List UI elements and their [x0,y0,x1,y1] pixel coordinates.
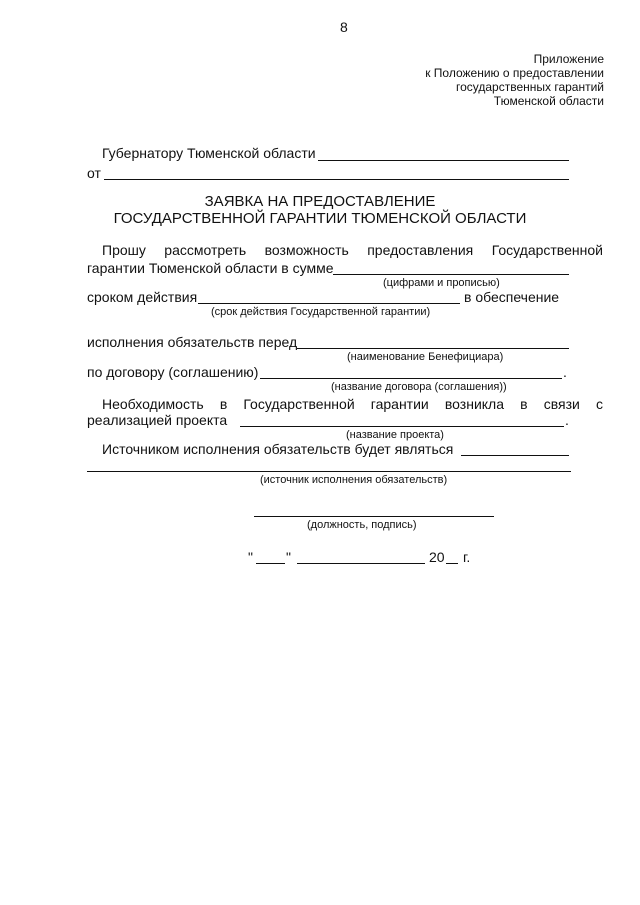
from-label: от [87,165,101,181]
appendix-line-4: Тюменской области [493,94,604,108]
validity-suffix: в обеспечение [464,289,560,305]
validity-hint: (срок действия Государственной гарантии) [211,306,431,318]
need-word: в [520,396,528,412]
source-label: Источником исполнения обязательств будет являться [102,441,454,457]
appendix-line-1: Приложение [533,52,604,66]
need-word: в [219,396,228,412]
source-blank-1 [461,455,569,456]
need-word: Необходимость [102,396,204,412]
contract-blank [260,378,562,379]
date-year-suffix: г. [463,549,471,565]
appendix-line-3: государственных гарантий [455,80,604,94]
request-word: Прошу [102,242,146,258]
signature-hint: (должность, подпись) [307,519,417,531]
addressee-blank [318,160,569,161]
project-hint: (название проекта) [346,429,444,441]
addressee-label: Губернатору Тюменской области [102,145,316,161]
contract-period: . [563,364,567,380]
amount-hint: (цифрами и прописью) [383,277,500,289]
project-period: . [565,412,569,428]
title-line-2: ГОСУДАРСТВЕННОЙ ГАРАНТИИ ТЮМЕНСКОЙ ОБЛАСТИ [113,210,527,227]
need-word: возникла [444,396,505,412]
date-year-blank [446,563,458,564]
validity-label: сроком действия [87,289,198,305]
contract-label: по договору (соглашению) [87,364,259,380]
date-month-blank [297,563,425,564]
request-line-2: гарантии Тюменской области в сумме [87,260,334,276]
date-day-blank [256,563,285,564]
request-word: Государственной [491,242,603,258]
request-word: рассмотреть [164,242,247,258]
need-line-2: реализацией проекта [87,412,228,428]
need-word: связи [543,396,580,412]
request-word: возможность [264,242,349,258]
need-word: гарантии [370,396,429,412]
validity-blank [198,303,460,304]
obligations-label: исполнения обязательств перед [87,334,298,350]
project-blank [240,426,564,427]
date-close-quote: " [286,549,291,565]
signature-blank [254,516,494,517]
beneficiary-hint: (наименование Бенефициара) [347,351,504,363]
source-hint: (источник исполнения обязательств) [260,474,448,486]
appendix-line-2: к Положению о предоставлении [425,66,604,80]
need-line-1 [102,396,603,412]
date-year-prefix: 20 [429,549,445,565]
request-line-1 [102,242,603,258]
need-word: с [595,396,603,412]
date-open-quote: " [248,549,253,565]
need-word: Государственной [243,396,355,412]
source-blank-2 [87,471,571,472]
contract-hint: (название договора (соглашения)) [331,381,507,393]
request-word: предоставления [367,242,474,258]
title-line-1: ЗАЯВКА НА ПРЕДОСТАВЛЕНИЕ [204,193,436,210]
beneficiary-blank [297,348,569,349]
amount-blank [333,274,569,275]
page-number: 8 [340,19,348,35]
from-blank [104,179,569,180]
